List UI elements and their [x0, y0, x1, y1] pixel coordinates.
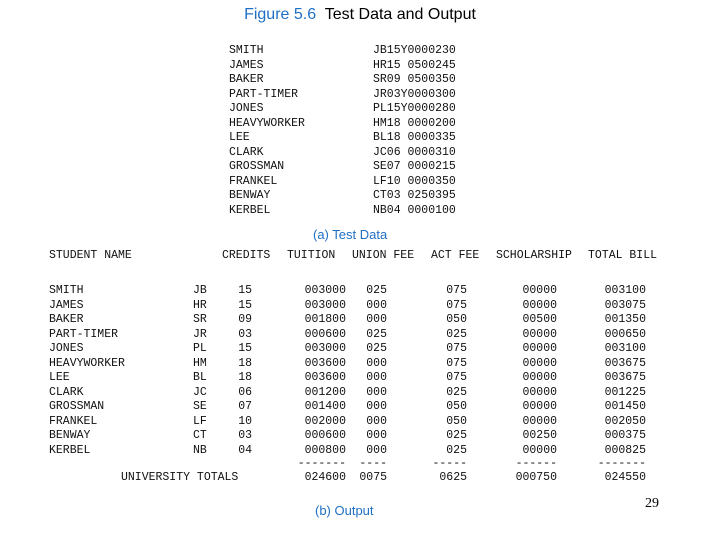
input-record: PL15Y0000280 — [373, 102, 456, 115]
input-name: BENWAY — [229, 189, 271, 202]
row-act: 075 — [446, 298, 467, 312]
row-tuition: 003600 — [304, 356, 346, 370]
input-name: FRANKEL — [229, 174, 278, 188]
total-total: 024550 — [604, 471, 646, 484]
row-tuition: 003000 — [304, 342, 346, 355]
row-act: 025 — [446, 385, 467, 399]
row-act: 075 — [446, 284, 467, 297]
total-union: 0075 — [359, 471, 387, 484]
header-credits: CREDITS — [222, 249, 271, 262]
row-union: 000 — [366, 313, 387, 326]
row-total: 003100 — [604, 342, 646, 355]
row-tuition: 002000 — [304, 414, 346, 428]
row-scholarship: 00000 — [522, 385, 557, 399]
row-act: 075 — [446, 371, 467, 384]
row-union: 000 — [366, 443, 387, 457]
row-code: PL — [193, 342, 207, 355]
row-scholarship: 00000 — [522, 284, 557, 297]
row-act: 075 — [446, 342, 467, 355]
input-name: LEE — [229, 131, 250, 144]
input-record: JC06 0000310 — [373, 145, 456, 159]
input-name: BAKER — [229, 73, 264, 86]
row-act: 025 — [446, 429, 467, 442]
row-code: HM — [193, 356, 207, 370]
input-record: SE07 0000215 — [373, 160, 456, 173]
row-name: BAKER — [49, 313, 84, 326]
row-tuition: 003000 — [304, 298, 346, 312]
row-code: LF — [193, 414, 207, 428]
row-scholarship: 00000 — [522, 342, 557, 355]
row-act: 050 — [446, 313, 467, 326]
total-act: 0625 — [439, 471, 467, 484]
row-name: HEAVYWORKER — [49, 356, 125, 370]
row-union: 000 — [366, 429, 387, 442]
row-act: 025 — [446, 443, 467, 457]
row-name: JONES — [49, 342, 84, 355]
row-credits: 03 — [238, 327, 252, 341]
row-total: 002050 — [604, 414, 646, 428]
row-scholarship: 00250 — [522, 429, 557, 442]
row-code: BL — [193, 371, 207, 384]
input-record: JR03Y0000300 — [373, 87, 456, 101]
row-credits: 06 — [238, 385, 252, 399]
row-tuition: 003600 — [304, 371, 346, 384]
row-union: 000 — [366, 298, 387, 312]
row-scholarship: 00000 — [522, 414, 557, 428]
row-union: 000 — [366, 356, 387, 370]
row-code: HR — [193, 298, 207, 312]
row-name: SMITH — [49, 284, 84, 297]
figure-title — [0, 6, 720, 24]
row-tuition: 003000 — [304, 284, 346, 297]
row-scholarship: 00500 — [522, 313, 557, 326]
input-name: CLARK — [229, 145, 264, 159]
row-code: CT — [193, 429, 207, 442]
row-credits: 09 — [238, 313, 252, 326]
row-union: 000 — [366, 414, 387, 428]
row-scholarship: 00000 — [522, 298, 557, 312]
row-name: CLARK — [49, 385, 84, 399]
row-code: NB — [193, 443, 207, 457]
row-code: JC — [193, 385, 207, 399]
row-scholarship: 00000 — [522, 327, 557, 341]
row-total: 000375 — [604, 429, 646, 442]
row-union: 025 — [366, 284, 387, 297]
separator-union: ---- — [359, 457, 387, 470]
figure-caption: Test Data and Output — [324, 6, 476, 23]
page-number: 29 — [645, 496, 659, 511]
test-data-caption: (a) Test Data — [313, 227, 388, 242]
input-record: NB04 0000100 — [373, 203, 456, 217]
row-name: JAMES — [49, 298, 84, 312]
row-credits: 18 — [238, 371, 252, 384]
row-tuition: 000600 — [304, 327, 346, 341]
row-name: GROSSMAN — [49, 400, 105, 413]
row-scholarship: 00000 — [522, 400, 557, 413]
header-total-bill: TOTAL BILL — [588, 249, 658, 262]
row-union: 000 — [366, 385, 387, 399]
row-credits: 07 — [238, 400, 252, 413]
row-name: KERBEL — [49, 443, 91, 457]
input-name: SMITH — [229, 44, 264, 57]
row-code: JB — [193, 284, 207, 297]
row-credits: 15 — [238, 298, 252, 312]
header-tuition: TUITION — [287, 249, 336, 262]
row-act: 050 — [446, 414, 467, 428]
row-union: 025 — [366, 327, 387, 341]
figure-number: Figure 5.6 — [244, 6, 317, 23]
row-act: 075 — [446, 356, 467, 370]
output-caption: (b) Output — [315, 503, 374, 518]
row-name: FRANKEL — [49, 414, 98, 428]
row-tuition: 001400 — [304, 400, 346, 413]
header-scholarship: SCHOLARSHIP — [496, 249, 572, 262]
separator-scholarship: ------ — [515, 457, 557, 470]
row-union: 000 — [366, 400, 387, 413]
row-union: 000 — [366, 371, 387, 384]
total-tuition: 024600 — [304, 471, 346, 484]
row-credits: 15 — [238, 284, 252, 297]
row-union: 025 — [366, 342, 387, 355]
input-name: HEAVYWORKER — [229, 116, 305, 130]
row-total: 003075 — [604, 298, 646, 312]
row-scholarship: 00000 — [522, 356, 557, 370]
row-credits: 15 — [238, 342, 252, 355]
row-tuition: 001800 — [304, 313, 346, 326]
row-tuition: 000600 — [304, 429, 346, 442]
input-record: LF10 0000350 — [373, 174, 456, 188]
row-tuition: 000800 — [304, 443, 346, 457]
row-credits: 10 — [238, 414, 252, 428]
input-name: PART-TIMER — [229, 87, 299, 101]
total-scholarship: 000750 — [515, 471, 557, 484]
separator-act: ----- — [432, 457, 467, 470]
input-name: GROSSMAN — [229, 160, 285, 173]
input-name: JAMES — [229, 58, 264, 72]
input-name: JONES — [229, 102, 264, 115]
row-code: JR — [193, 327, 207, 341]
row-total: 003675 — [604, 356, 646, 370]
row-total: 001450 — [604, 400, 646, 413]
row-total: 003100 — [604, 284, 646, 297]
input-record: SR09 0500350 — [373, 73, 456, 86]
row-credits: 04 — [238, 443, 252, 457]
input-record: HM18 0000200 — [373, 116, 456, 130]
header-union-fee: UNION FEE — [352, 249, 415, 262]
separator-tuition: ------- — [297, 457, 346, 470]
header-act-fee: ACT FEE — [431, 249, 480, 262]
row-name: PART-TIMER — [49, 327, 119, 341]
row-credits: 03 — [238, 429, 252, 442]
row-credits: 18 — [238, 356, 252, 370]
row-act: 050 — [446, 400, 467, 413]
input-record: CT03 0250395 — [373, 189, 456, 202]
input-record: JB15Y0000230 — [373, 44, 456, 57]
row-act: 025 — [446, 327, 467, 341]
header-student-name: STUDENT NAME — [49, 249, 132, 262]
row-total: 000825 — [604, 443, 646, 457]
row-total: 003675 — [604, 371, 646, 384]
row-name: LEE — [49, 371, 70, 384]
separator-total: ------- — [597, 457, 646, 470]
row-name: BENWAY — [49, 429, 91, 442]
row-code: SE — [193, 400, 207, 413]
row-total: 001350 — [604, 313, 646, 326]
row-total: 001225 — [604, 385, 646, 399]
row-code: SR — [193, 313, 207, 326]
input-name: KERBEL — [229, 203, 271, 217]
row-tuition: 001200 — [304, 385, 346, 399]
input-record: BL18 0000335 — [373, 131, 456, 144]
row-scholarship: 00000 — [522, 443, 557, 457]
row-total: 000650 — [604, 327, 646, 341]
input-record: HR15 0500245 — [373, 58, 456, 72]
row-scholarship: 00000 — [522, 371, 557, 384]
totals-label: UNIVERSITY TOTALS — [121, 471, 239, 484]
